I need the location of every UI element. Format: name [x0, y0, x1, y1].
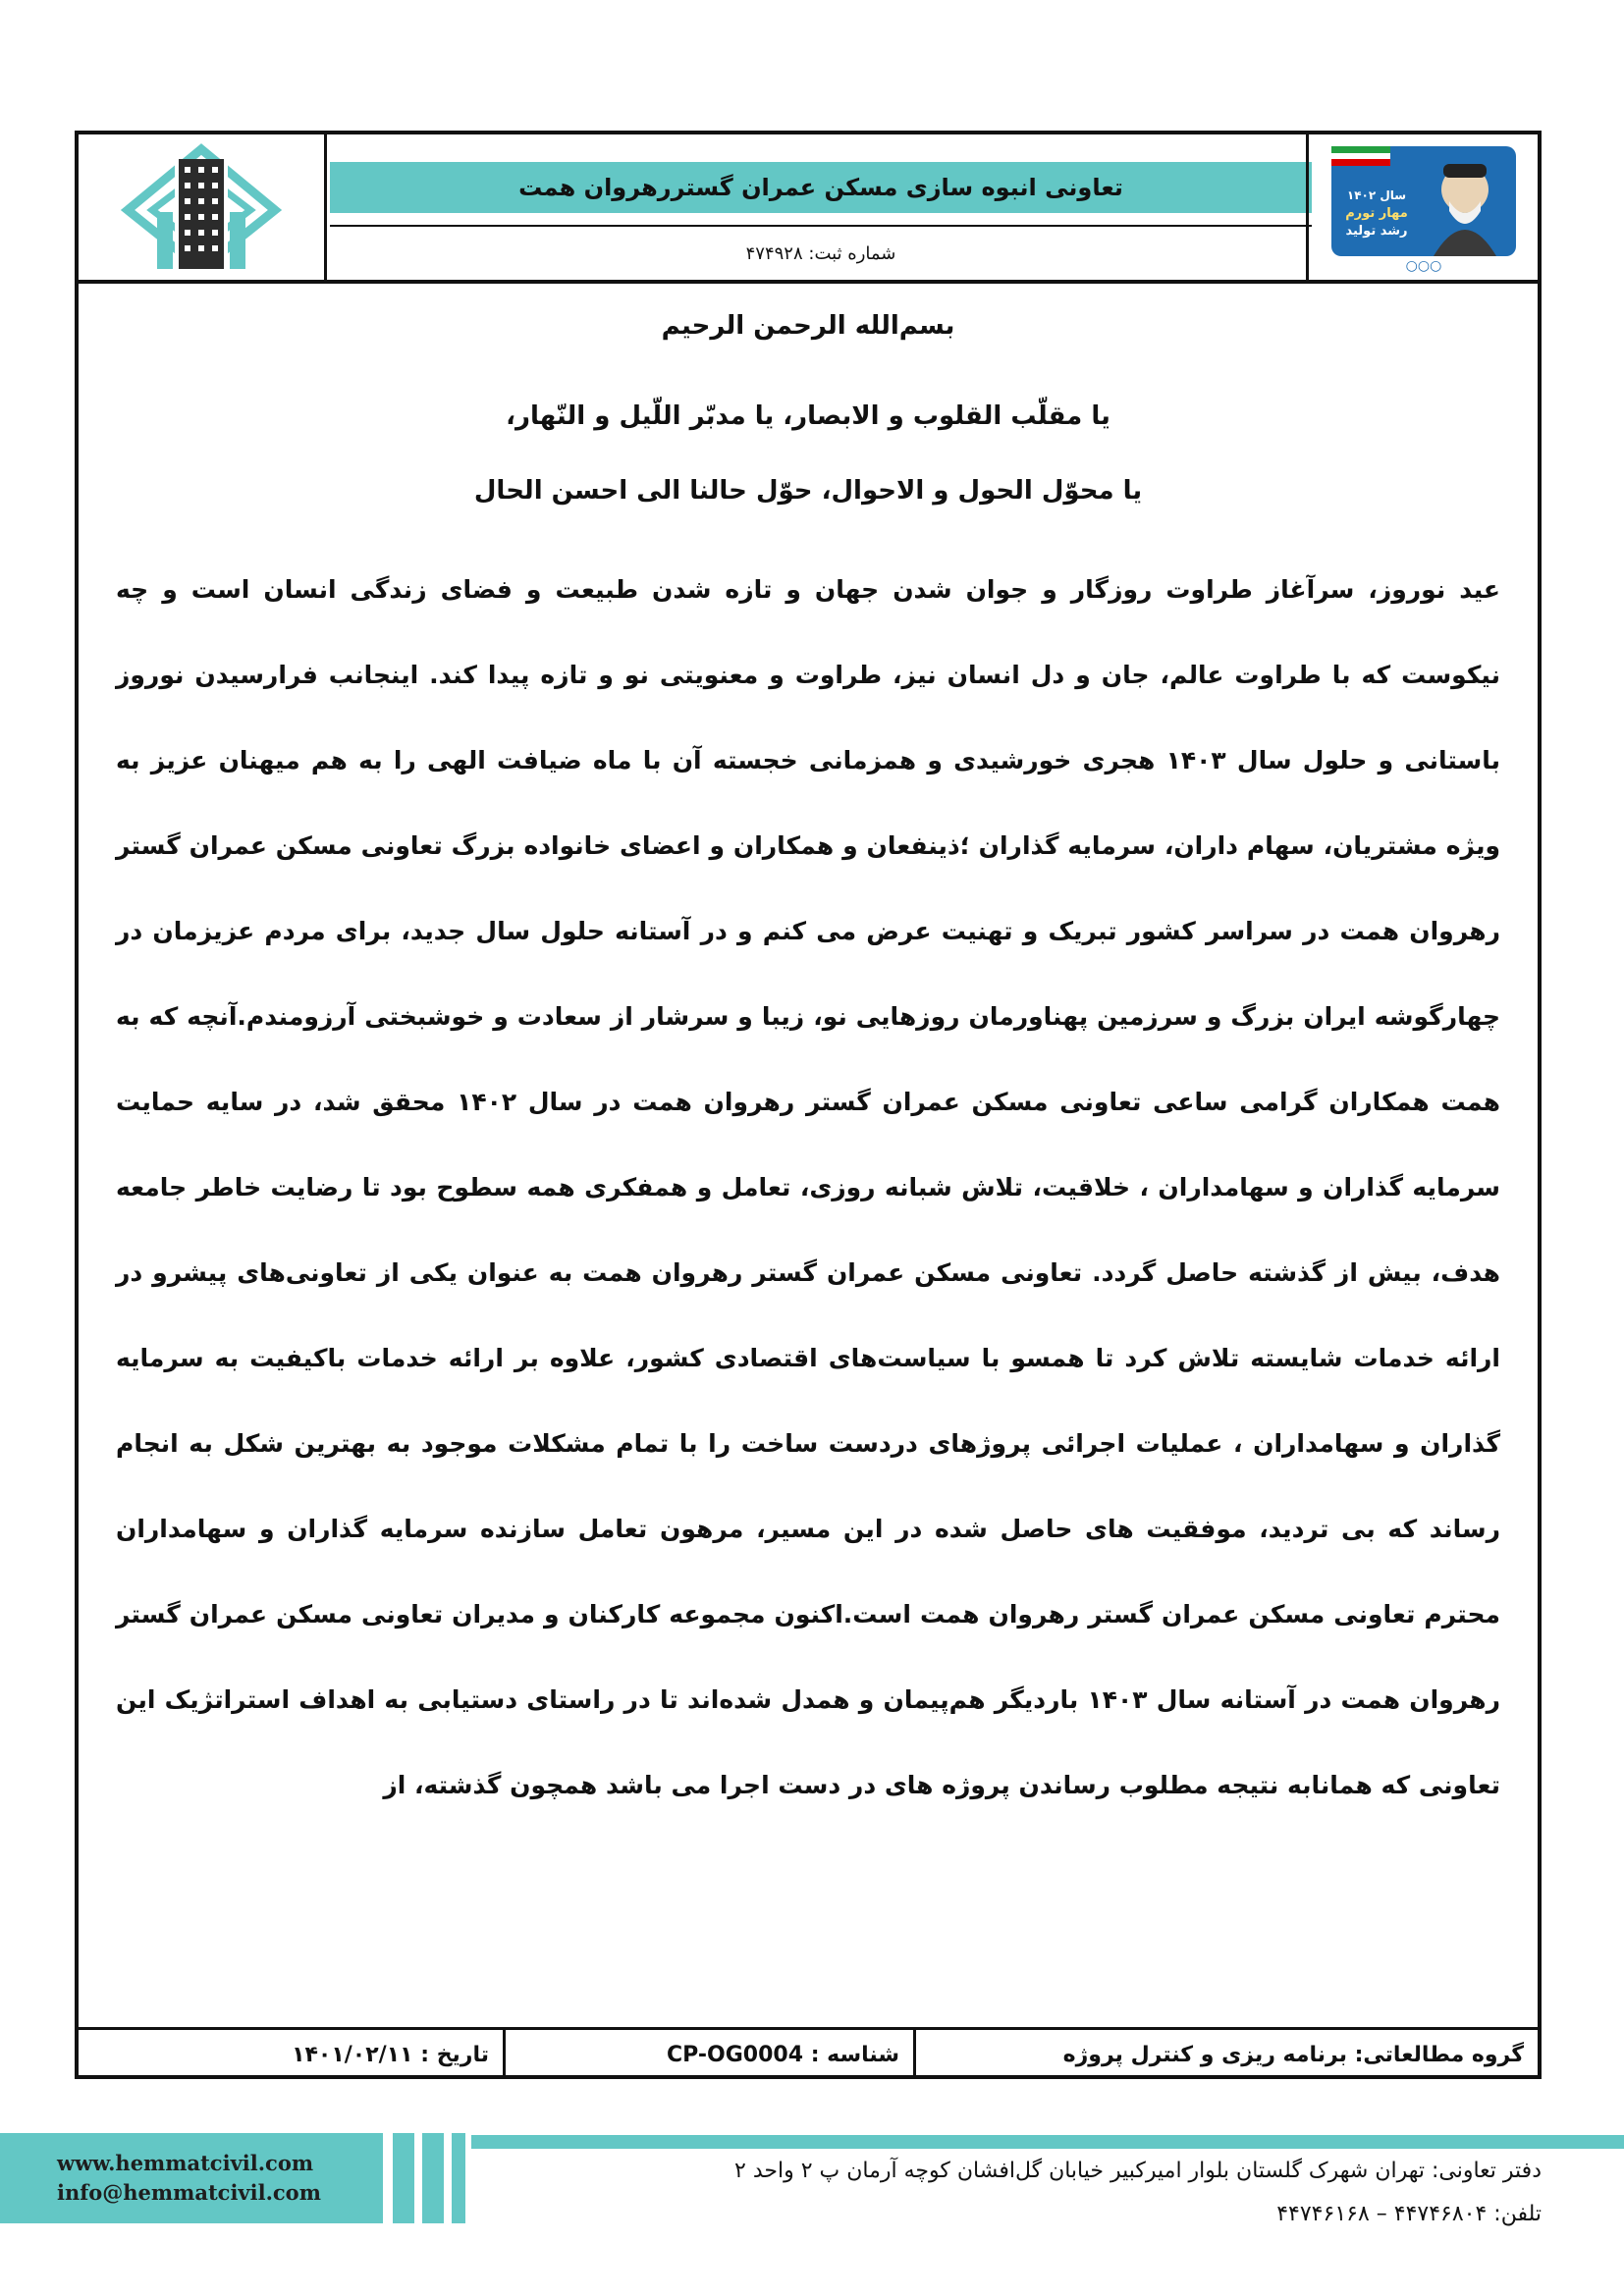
footer-accent-line [471, 2135, 1624, 2149]
decor-bar-2 [422, 2133, 444, 2223]
dua-line-2: یا محوّل الحول و الاحوال، حوّل حالنا الی احسن الحال [473, 476, 1143, 506]
bismillah: بسم‌الله الرحمن الرحیم [661, 311, 955, 341]
decor-bar-1 [393, 2133, 414, 2223]
date-label: تاریخ : [420, 2042, 489, 2067]
dua-line-1: یا مقلّب القلوب و الابصار، یا مدبّر اللّیل و النّهار، [506, 401, 1110, 431]
document-id-value: CP-OG0004 [667, 2042, 804, 2067]
phone-numbers: ۴۴۷۴۶۸۰۴ – ۴۴۷۴۶۱۶۸ [1276, 2202, 1488, 2226]
company-title [330, 162, 1312, 213]
email-link[interactable]: info@hemmatcivil.com [57, 2180, 321, 2205]
badge-dots: ○○○ [1405, 258, 1441, 272]
study-group-label: گروه مطالعاتی: برنامه ریزی و کنترل پروژه [1062, 2042, 1524, 2067]
registration-line [330, 225, 1312, 280]
date-value: ۱۴۰۱/۰۲/۱۱ [292, 2042, 413, 2067]
company-logo-cell [79, 134, 327, 280]
company-logo-icon [118, 143, 285, 271]
office-address: دفتر تعاونی: تهران شهرک گلستان بلوار امیرکبیر خیابان گل‌افشان کوچه آرمان پ ۲ واحد ۲ [734, 2159, 1542, 2183]
year-slogan-badge [1327, 142, 1520, 272]
badge-line-1: سال ۱۴۰۲ [1346, 188, 1406, 202]
year-slogan-badge-cell [1306, 134, 1538, 280]
letter-body: عید نوروز، سرآغاز طراوت روزگار و جوان شدن جهان و تازه شدن طبیعت و فضای زندگی انسان است و چه نیکوست که با طراوت عالم، جان و دل انسان نیز، طراوت و معنویتی نو و تازه پیدا کند. اینجانب فرارسیدن نوروز باستانی و حلول سال ۱۴۰۳ هجری خورشیدی و همزمانی خجسته آن با ماه ضیافت الهی را به هم میهنان عزیز به ویژه مشتریان، سهام داران، سرمایه گذاران ؛ذینفعان و همکاران و اعضای خانواده بزرگ تعاونی مسکن عمران گستر رهروان همت در سراسر کشور تبریک و تهنیت عرض می کنم و در آستانه حلول سال جدید، برای مردم عزیزمان در چهارگوشه ایران بزرگ و سرزمین پهناورمان روزهایی نو، زیبا و سرشار از سعادت و خوشبختی آرزومندم.آنچه که به همت همکاران گرامی ساعی تعاونی مسکن عمران گستر رهروان همت در سال ۱۴۰۲ محقق شد، در سایه حمایت سرمایه گذاران و سهامداران ، خلاقیت، تلاش شبانه روزی، تعامل و همفکری همه سطوح بود تا رضایت خاطر جامعه هدف، بیش از گذشته حاصل گردد. تعاونی مسکن عمران گستر رهروان همت به عنوان یکی از تعاونی‌های پیشرو در ارائه خدمات شایسته تلاش کرد تا همسو با سیاست‌های اقتصادی کشور، علاوه بر ارائه خدمات باکیفیت به سرمایه گذاران و سهامداران ، عملیات اجرائی پروژهای دردست ساخت را با تمام مشکلات موجود به بهترین شکل به انجام رساند که بی تردید، موفقیت های حاصل شده در این مسیر، مرهون تعامل سازنده سرمایه گذاران و سهامداران محترم تعاونی مسکن عمران گستر رهروان همت است.اکنون مجموعه کارکنان و مدیران تعاونی مسکن عمران گستر رهروان همت در آستانه سال ۱۴۰۳ باردیگر هم‌پیمان و همدل شده‌اند تا در راستای دستیابی به اهداف استراتژیک این تعاونی که همانابه نتیجه مطلوب رساندن پروژه های در دست اجرا می باشد همچون گذشته، از [116, 575, 1501, 1799]
registration-number: ۴۷۴۹۲۸ [745, 242, 803, 264]
document-info-table [79, 2027, 1538, 2079]
badge-line-3: رشد تولید [1344, 224, 1408, 239]
phone-label: تلفن: [1493, 2202, 1542, 2226]
company-title-text: تعاونی انبوه سازی مسکن عمران گستررهروان همت [518, 174, 1123, 201]
letter-frame [75, 131, 1542, 2079]
document-id-label: شناسه : [810, 2042, 899, 2067]
office-address-block [461, 2150, 1542, 2236]
document-id-cell [503, 2030, 913, 2079]
web-contact-box [0, 2133, 383, 2223]
letter-content [116, 301, 1500, 1828]
date-cell [79, 2030, 503, 2079]
website-link[interactable]: www.hemmatcivil.com [57, 2151, 314, 2175]
letterhead [79, 134, 1538, 284]
badge-line-2: مهار تورم [1344, 206, 1408, 221]
study-group-cell [913, 2030, 1538, 2079]
registration-label: شماره ثبت: [808, 242, 896, 264]
office-phones [461, 2193, 1542, 2236]
